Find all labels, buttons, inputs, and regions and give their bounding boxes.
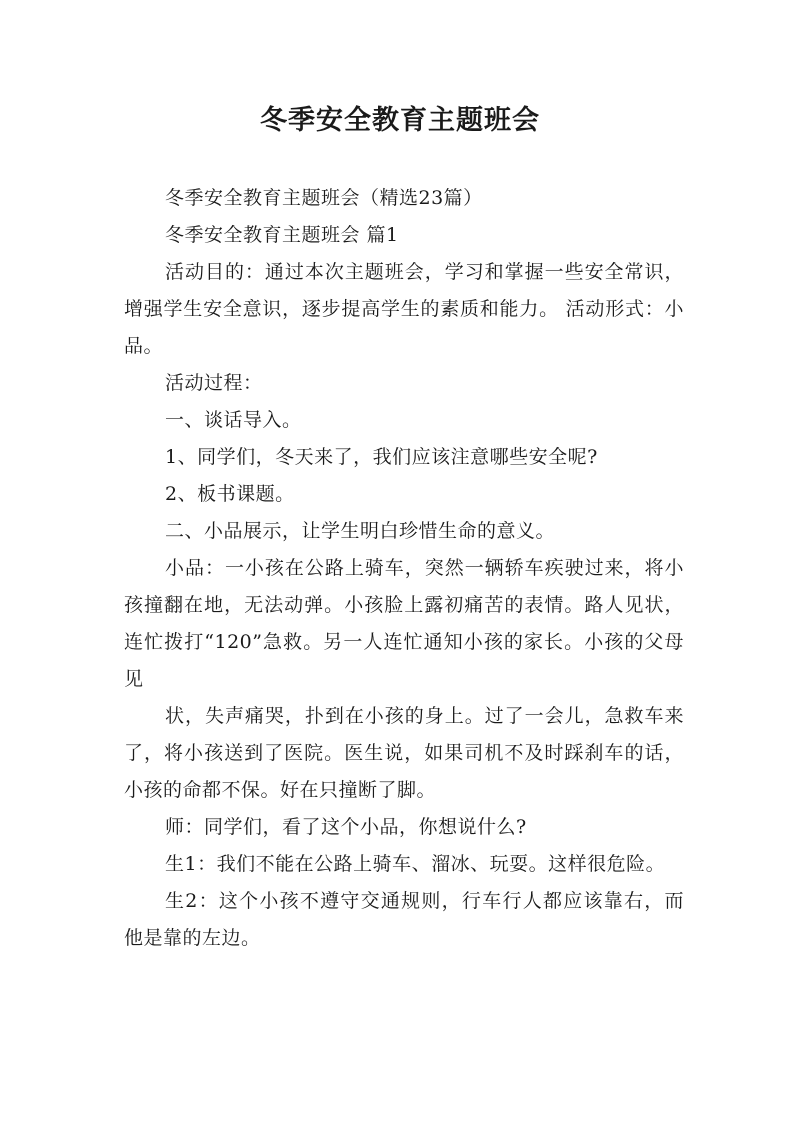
document-title: 冬季安全教育主题班会 — [260, 105, 540, 136]
document-body — [124, 180, 684, 957]
paragraph-process-heading: 活动过程： — [165, 372, 263, 394]
paragraph-board: 2、板书课题。 — [165, 483, 295, 505]
paragraph-skit: 小品：一小孩在公路上骑车，突然一辆轿车疾驶过来，将小孩撞翻在地，无法动弹。小孩脸上露初痛苦的表情。路人见状，连忙拨打“120”急救。另一人连忙通知小孩的家长。小孩的父母见 — [124, 557, 684, 690]
paragraph-question: 1、同学们，冬天来了，我们应该注意哪些安全呢? — [165, 446, 598, 468]
section-heading: 冬季安全教育主题班会 篇1 — [165, 224, 399, 246]
paragraph-skit-continued: 状，失声痛哭，扑到在小孩的身上。过了一会儿，急救车来了，将小孩送到了医院。医生说，如果司机不及时踩刹车的话，小孩的命都不保。好在只撞断了脚。 — [124, 705, 684, 801]
subtitle-paragraph: 冬季安全教育主题班会（精选23篇） — [165, 187, 483, 209]
paragraph-student-1: 生1：我们不能在公路上骑车、溜冰、玩耍。这样很危险。 — [165, 853, 666, 875]
paragraph-step-intro: 一、谈话导入。 — [165, 409, 302, 431]
paragraph-skit-heading: 二、小品展示，让学生明白珍惜生命的意义。 — [165, 520, 556, 542]
paragraph-teacher: 师：同学们，看了这个小品，你想说什么? — [165, 816, 527, 838]
paragraph-objective: 活动目的：通过本次主题班会，学习和掌握一些安全常识，增强学生安全意识，逐步提高学生的素质和能力。 活动形式：小品。 — [124, 261, 684, 357]
paragraph-student-2: 生2：这个小孩不遵守交通规则，行车行人都应该靠右，而他是靠的左边。 — [124, 890, 684, 949]
